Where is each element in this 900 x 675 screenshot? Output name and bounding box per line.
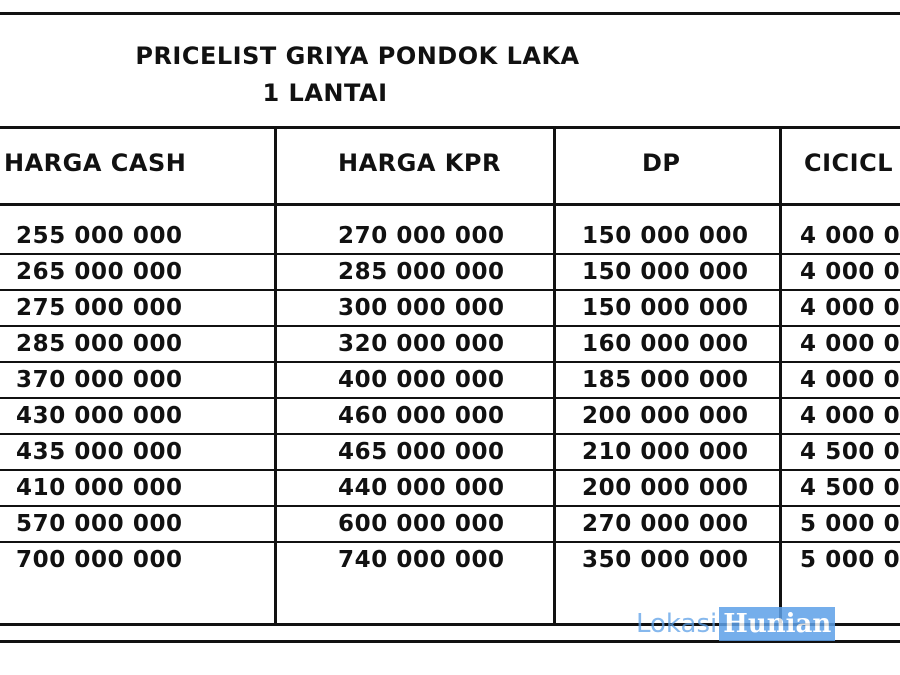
watermark-logo [636, 607, 835, 641]
header-bottom-line [0, 203, 900, 206]
watermark-text-lokasi: Lokasi [636, 609, 718, 639]
table-cell: 4 500 0 [800, 475, 900, 501]
table-cell: 270 000 000 [338, 223, 505, 249]
header-harga-kpr: HARGA KPR [338, 149, 501, 177]
table-cell: 200 000 000 [582, 403, 749, 429]
table-cell: 350 000 000 [582, 547, 749, 573]
row-separator-line [0, 361, 900, 363]
table-cell: 5 000 0 [800, 511, 900, 537]
table-cell: 460 000 000 [338, 403, 505, 429]
table-cell: 300 000 000 [338, 295, 505, 321]
table-cell: 200 000 000 [582, 475, 749, 501]
table-cell: 270 000 000 [582, 511, 749, 537]
table-cell: 185 000 000 [582, 367, 749, 393]
table-cell: 410 000 000 [16, 475, 183, 501]
row-separator-line [0, 505, 900, 507]
table-cell: 4 500 0 [800, 439, 900, 465]
column-divider [553, 126, 556, 626]
row-separator-line [0, 541, 900, 543]
watermark-text-hunian: Hunian [719, 607, 835, 641]
table-cell: 435 000 000 [16, 439, 183, 465]
table-cell: 740 000 000 [338, 547, 505, 573]
table-cell: 5 000 0 [800, 547, 900, 573]
table-cell: 150 000 000 [582, 295, 749, 321]
header-harga-cash: HARGA CASH [4, 149, 187, 177]
table-cell: 320 000 000 [338, 331, 505, 357]
table-cell: 4 000 0 [800, 259, 900, 285]
header-dp: DP [642, 149, 681, 177]
table-cell: 150 000 000 [582, 223, 749, 249]
row-separator-line [0, 289, 900, 291]
row-separator-line [0, 253, 900, 255]
table-cell: 4 000 0 [800, 331, 900, 357]
table-cell: 700 000 000 [16, 547, 183, 573]
table-cell: 285 000 000 [16, 331, 183, 357]
column-divider [779, 126, 782, 626]
table-cell: 465 000 000 [338, 439, 505, 465]
header-cicilan: CICICL [804, 149, 893, 177]
column-divider [274, 126, 277, 626]
table-cell: 400 000 000 [338, 367, 505, 393]
table-cell: 285 000 000 [338, 259, 505, 285]
table-cell: 4 000 0 [800, 367, 900, 393]
table-cell: 255 000 000 [16, 223, 183, 249]
table-cell: 440 000 000 [338, 475, 505, 501]
row-separator-line [0, 469, 900, 471]
table-cell: 4 000 0 [800, 295, 900, 321]
table-cell: 4 000 0 [800, 223, 900, 249]
top-border-line [0, 12, 900, 15]
table-cell: 275 000 000 [16, 295, 183, 321]
table-top-line [0, 126, 900, 129]
table-cell: 150 000 000 [582, 259, 749, 285]
page-title: PRICELIST GRIYA PONDOK LAKA [135, 42, 580, 70]
row-separator-line [0, 397, 900, 399]
table-cell: 370 000 000 [16, 367, 183, 393]
table-cell: 570 000 000 [16, 511, 183, 537]
row-separator-line [0, 325, 900, 327]
table-cell: 265 000 000 [16, 259, 183, 285]
table-cell: 600 000 000 [338, 511, 505, 537]
table-cell: 160 000 000 [582, 331, 749, 357]
table-cell: 4 000 0 [800, 403, 900, 429]
table-cell: 210 000 000 [582, 439, 749, 465]
row-separator-line [0, 433, 900, 435]
page-subtitle: 1 LANTAI [262, 79, 388, 107]
table-cell: 430 000 000 [16, 403, 183, 429]
